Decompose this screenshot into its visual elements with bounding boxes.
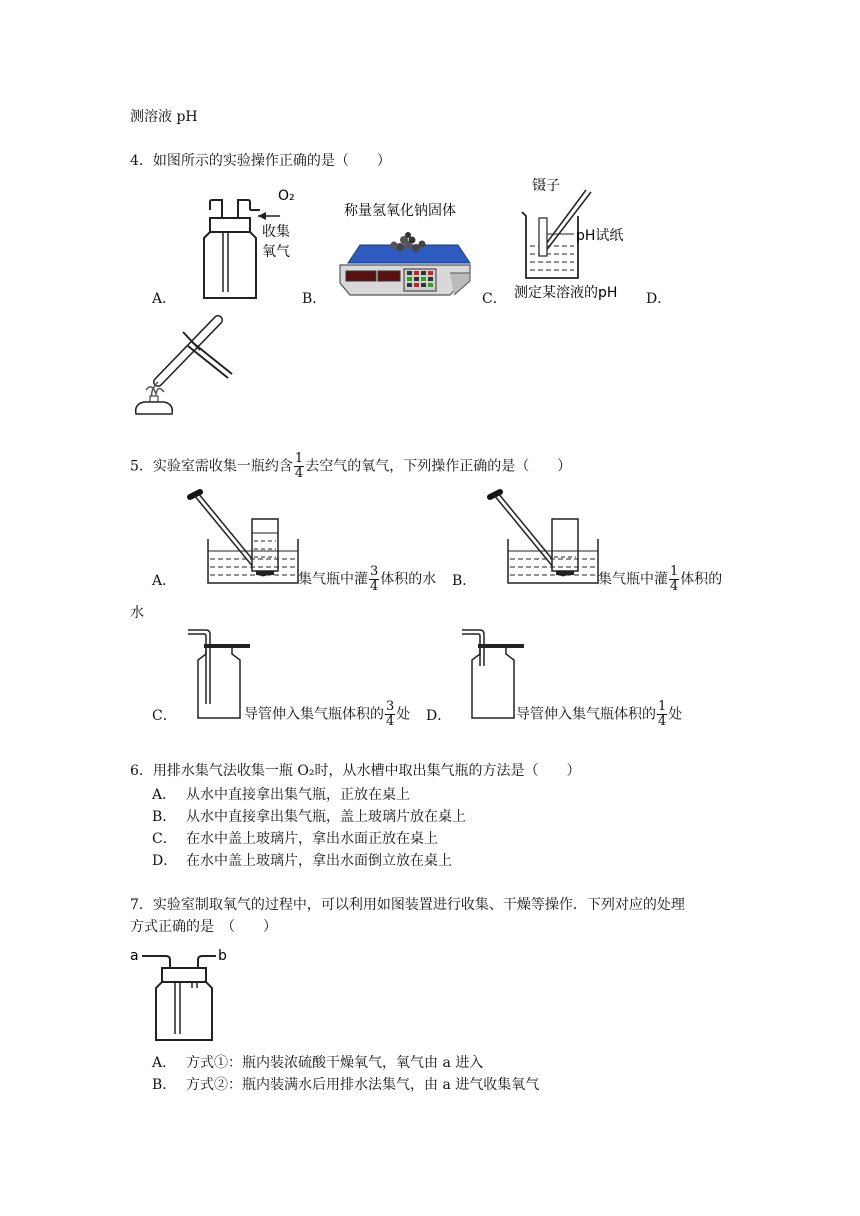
q5-d-before: 导管伸入集气瓶体积的 (516, 706, 656, 723)
q6-choice-c-text: 在水中盖上玻璃片，拿出水面正放在桌上 (186, 831, 438, 847)
q7-choice-a (152, 1052, 483, 1072)
q7-port-a-label: a (130, 948, 139, 964)
q5-b-label: B． (452, 573, 477, 589)
q4-stem: 4．如图所示的实验操作正确的是（ ） (130, 153, 391, 169)
q4-c-ph-figure (512, 170, 644, 305)
q5-c-frac-den: 4 (386, 714, 395, 729)
q5-b-frac-num: 1 (670, 564, 679, 579)
q7-gas-bottle-figure (128, 944, 238, 1044)
q5-stem-frac-den: 4 (294, 466, 304, 481)
q7-choice-b-letter: B． (152, 1077, 177, 1093)
q4-a-label: A． (152, 291, 177, 307)
q7-stem-line2: 方式正确的是 （ ） (130, 919, 277, 935)
q6-choice-b-text: 从水中直接拿出集气瓶，盖上玻璃片放在桌上 (186, 809, 466, 825)
q5-b-caption (598, 565, 722, 594)
q6-choice-d-text: 在水中盖上玻璃片，拿出水面倒立放在桌上 (186, 853, 452, 869)
q5-b-fraction (669, 565, 679, 594)
q6-stem: 6．用排水集气法收集一瓶 O₂时，从水槽中取出集气瓶的方法是（ ） (130, 763, 581, 779)
q6-choice-a (152, 784, 410, 804)
q5-a-before: 集气瓶中灌 (298, 571, 368, 588)
q5-b-frac-den: 4 (670, 579, 679, 594)
q5-c-before: 导管伸入集气瓶体积的 (244, 706, 384, 723)
q4-c-paper-label: pH试纸 (576, 228, 624, 244)
q5-stem-after: 去空气的氧气，下列操作正确的是（ ） (305, 458, 572, 475)
q5-c-caption (244, 700, 410, 729)
q7-stem-line1: 7．实验室制取氧气的过程中，可以利用如图装置进行收集、干燥等操作．下列对应的处理 (130, 897, 685, 913)
q5-a-frac-den: 4 (370, 579, 379, 594)
q7-choice-a-letter: A． (152, 1055, 177, 1071)
q4-a-gas-bottle-figure (180, 180, 300, 305)
q5-d-frac-num: 1 (658, 699, 667, 714)
q5-a-trough-figure (180, 487, 300, 587)
q4-a-text1: 收集 (262, 224, 290, 240)
q7-choice-b (152, 1074, 539, 1094)
q5-stem-frac-num: 1 (294, 451, 304, 466)
q6-choice-a-letter: A． (152, 787, 177, 803)
q4-a-text2: 氧气 (262, 244, 290, 260)
top-fragment: 测溶液 pH (130, 109, 198, 125)
q7-port-b-label: b (218, 948, 227, 964)
q4-c-tweezers-label: 镊子 (532, 178, 560, 194)
q5-b-wrap: 水 (130, 605, 144, 621)
q6-choice-c-letter: C． (152, 831, 177, 847)
q6-choice-b (152, 806, 466, 826)
q4-c-label: C． (482, 291, 507, 307)
q7-choice-b-text: 方式②：瓶内装满水后用排水法集气，由 a 进气收集氧气 (186, 1077, 540, 1093)
q5-a-fraction (369, 565, 379, 594)
q4-b-label: B． (302, 291, 327, 307)
q5-d-caption (516, 700, 682, 729)
q5-d-fraction (657, 700, 667, 729)
q5-c-frac-num: 3 (386, 699, 395, 714)
q5-a-caption (298, 565, 436, 594)
q5-stem (130, 452, 571, 481)
q4-a-o2-label: O₂ (278, 188, 295, 204)
q5-a-after: 体积的水 (380, 571, 437, 588)
q5-c-label: C． (152, 708, 177, 724)
q4-d-label: D． (646, 291, 672, 307)
q6-choice-d (152, 850, 452, 870)
q5-a-label: A． (152, 573, 177, 589)
q5-b-after: 体积的 (680, 571, 723, 588)
q4-c-caption: 测定某溶液的pH (514, 285, 618, 301)
q5-stem-before: 5．实验室需收集一瓶约含 (130, 458, 293, 475)
q6-choice-b-letter: B． (152, 809, 177, 825)
q5-a-frac-num: 3 (370, 564, 379, 579)
q5-c-fraction (385, 700, 395, 729)
q4-b-caption: 称量氢氧化钠固体 (344, 203, 456, 219)
q4-d-heating-figure (128, 312, 238, 417)
q6-choice-a-text: 从水中直接拿出集气瓶，正放在桌上 (186, 787, 410, 803)
q5-d-after: 处 (668, 706, 683, 723)
q5-b-trough-figure (480, 487, 600, 587)
q7-choice-a-text: 方式①：瓶内装浓硫酸干燥氧气，氧气由 a 进入 (186, 1055, 484, 1071)
q5-c-after: 处 (396, 706, 411, 723)
q6-choice-d-letter: D． (152, 853, 178, 869)
q5-stem-fraction (294, 452, 304, 481)
q6-choice-c (152, 828, 438, 848)
q5-d-label: D． (426, 708, 452, 724)
q5-b-before: 集气瓶中灌 (598, 571, 668, 588)
q5-d-frac-den: 4 (658, 714, 667, 729)
q4-b-balance-figure (330, 195, 480, 305)
